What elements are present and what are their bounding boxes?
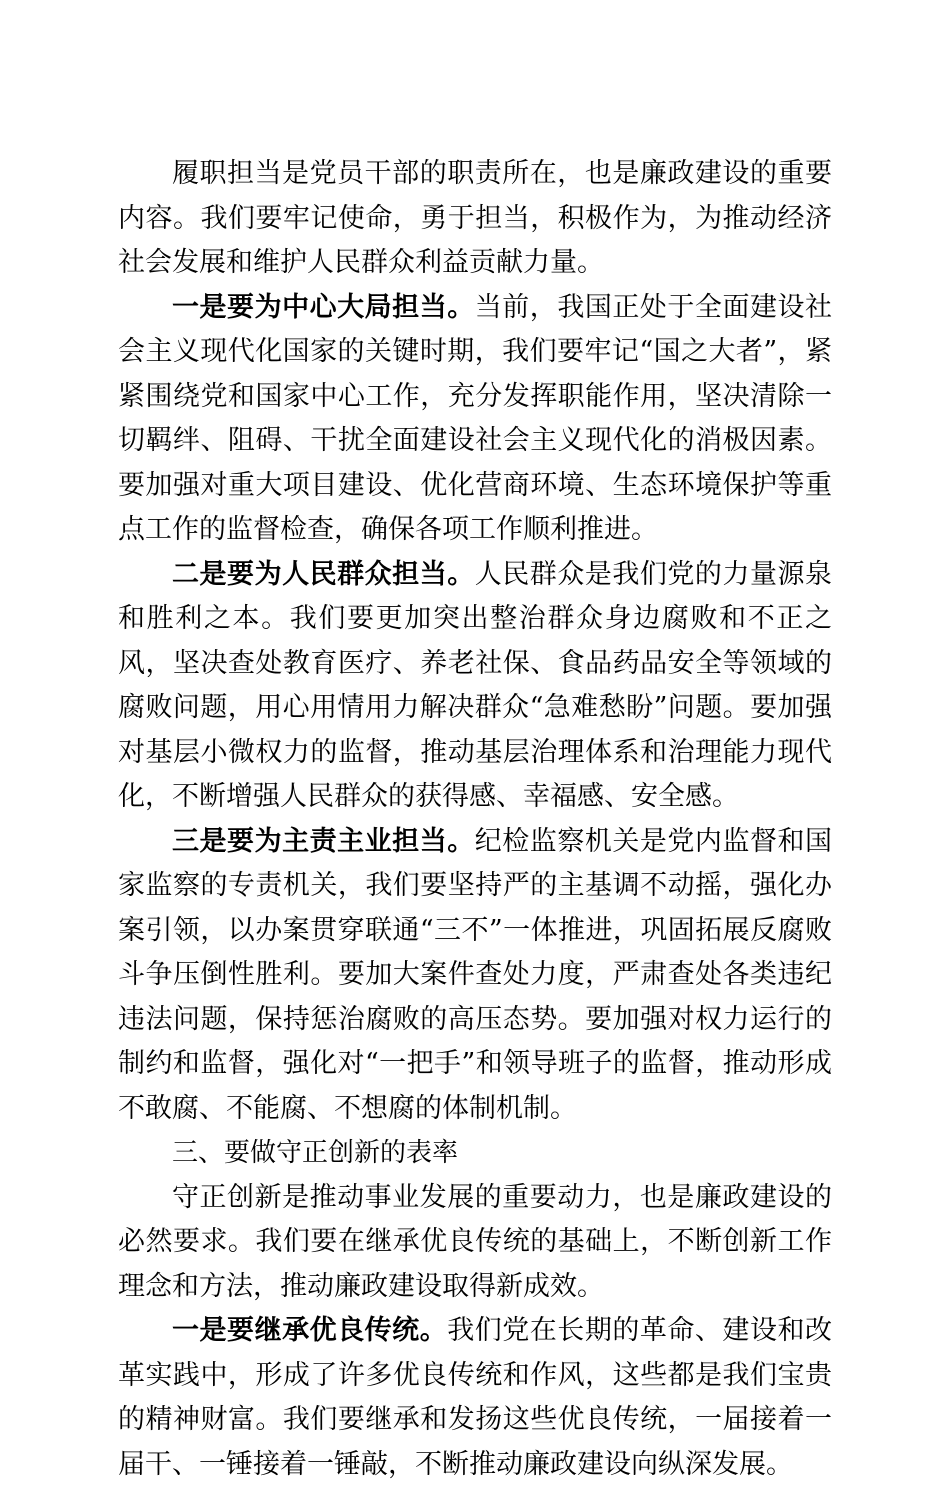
paragraph-text: 履职担当是党员干部的职责所在，也是廉政建设的重要内容。我们要牢记使命，勇于担当，积极作为，为推动经济社会发展和维护人民群众利益贡献力量。 — [118, 158, 832, 278]
paragraph-text: 我们党在长期的革命、建设和改革实践中，形成了许多优良传统和作风，这些都是我们宝贵的精神财富。我们要继承和发扬这些优良传统，一届接着一届干、一锤接着一锤敲，不断推动廉政建设向纵深发展。 — [118, 1315, 833, 1480]
paragraph-text: 人民群众是我们党的力量源泉和胜利之本。我们要更加突出整治群众身边腐败和不正之风，坚决查处教育医疗、养老社保、食品药品安全等领域的腐败问题，用心用情用力解决群众“急难愁盼”问题。要加强对基层小微权力的监督，推动基层治理体系和治理能力现代化，不断增强人民群众的获得感、幸福感、安全感。 — [118, 558, 833, 812]
point-paragraph-people — [118, 553, 832, 820]
paragraph-lead: 三是要为主责主业担当。 — [172, 825, 475, 857]
paragraph-text: 守正创新是推动事业发展的重要动力，也是廉政建设的必然要求。我们要在继承优良传统的基础上，不断创新工作理念和方法，推动廉政建设取得新成效。 — [118, 1181, 832, 1302]
intro-paragraph — [118, 152, 832, 286]
paragraph-text: 纪检监察机关是党内监督和国家监察的专责机关，我们要坚持严的主基调不动摇，强化办案引领，以办案贯穿联通“三不”一体推进，巩固拓展反腐败斗争压倒性胜利。要加大案件查处力度，严肃查处各类违纪违法问题，保持惩治腐败的高压态势。要加强对权力运行的制约和监督，强化对“一把手”和领导班子的监督，推动形成不敢腐、不能腐、不想腐的体制机制。 — [118, 825, 833, 1124]
point-paragraph-tradition — [118, 1309, 832, 1487]
paragraph-text: 当前，我国正处于全面建设社会主义现代化国家的关键时期，我们要牢记“国之大者”，紧紧围绕党和国家中心工作，充分发挥职能作用，坚决清除一切羁绊、阻碍、干扰全面建设社会主义现代化的消极因素。要加强对重大项目建设、优化营商环境、生态环境保护等重点工作的监督检查，确保各项工作顺利推进。 — [118, 291, 833, 545]
paragraph-lead: 一是要为中心大局担当。 — [172, 291, 475, 323]
paragraph-lead: 二是要为人民群众担当。 — [172, 558, 475, 590]
section-intro-paragraph — [118, 1176, 832, 1310]
document-body — [118, 152, 832, 1487]
point-paragraph-center — [118, 286, 832, 553]
paragraph-lead: 一是要继承优良传统。 — [172, 1315, 448, 1346]
section-heading: 三、要做守正创新的表率 — [172, 1138, 459, 1168]
point-paragraph-duty — [118, 820, 832, 1132]
